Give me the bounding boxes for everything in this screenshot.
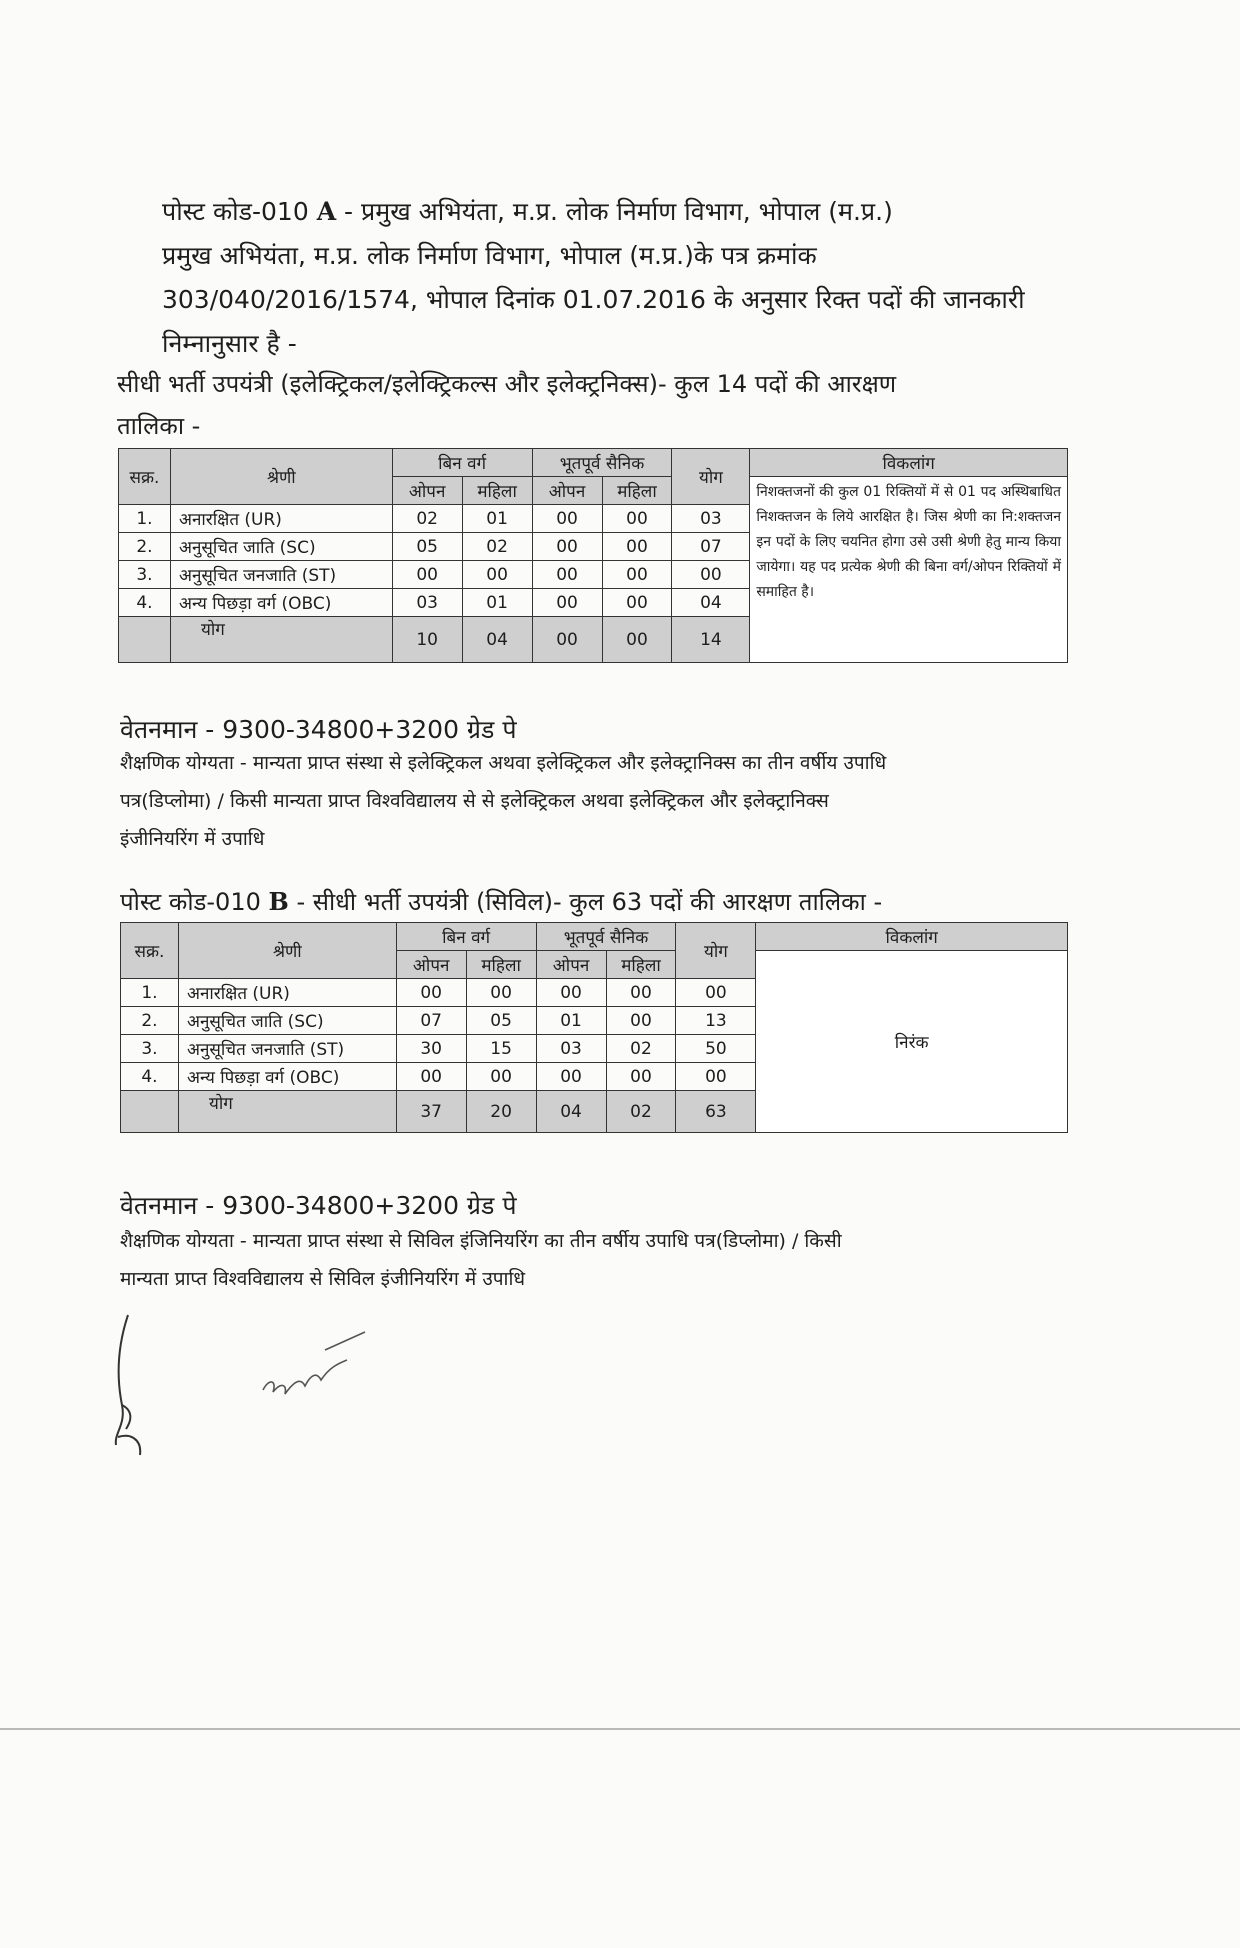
letter-line-1: प्रमुख अभियंता, म.प्र. लोक निर्माण विभाग, भोपाल (म.प्र.)के पत्र क्रमांक — [162, 241, 817, 270]
cell-total: 03 — [672, 505, 750, 533]
post-code-label: पोस्ट कोड-010 — [162, 197, 309, 226]
table-header-row — [119, 449, 1068, 477]
cell-category: अनारक्षित (UR) — [178, 979, 396, 1007]
cell-ex-mahila: 00 — [602, 589, 672, 617]
qualification-b-line-2: मान्यता प्राप्त विश्वविद्यालय से सिविल इंजीनियरिंग में उपाधि — [120, 1268, 526, 1290]
cell-total: 00 — [672, 561, 750, 589]
reservation-table-b — [120, 922, 1068, 1133]
cell-sno: 4. — [119, 589, 171, 617]
cell-bin-open: 00 — [396, 1063, 466, 1091]
cell-sno: 4. — [121, 1063, 179, 1091]
cell-total: 04 — [672, 589, 750, 617]
cell-bin-open: 00 — [392, 561, 462, 589]
cell-category: अनुसूचित जाति (SC) — [178, 1007, 396, 1035]
table-header-row — [121, 923, 1068, 951]
cell-ex-open: 00 — [536, 1063, 606, 1091]
cell-bin-mahila: 01 — [462, 589, 532, 617]
qualification-a-line-3: इंजीनियरिंग में उपाधि — [120, 828, 265, 850]
cell-ex-mahila: 00 — [602, 617, 672, 663]
cell-bin-mahila: 00 — [466, 1063, 536, 1091]
cell-ex-mahila: 00 — [606, 1063, 676, 1091]
qualification-a-line-2: पत्र(डिप्लोमा) / किसी मान्यता प्राप्त विश्वविद्यालय से से इलेक्ट्रिकल अथवा इलेक्ट्रिकल और इलेक्ट्रानिक्स — [120, 790, 829, 812]
post-code-separator: - — [288, 888, 313, 916]
header-ex-sainik: भूतपूर्व सैनिक — [536, 923, 676, 951]
viklang-nil: निरंक — [756, 951, 1068, 1133]
header-category: श्रेणी — [178, 923, 396, 979]
cell-sno: 1. — [119, 505, 171, 533]
cell-category: अनुसूचित जनजाति (ST) — [178, 1035, 396, 1063]
cell-blank — [121, 1091, 179, 1133]
cell-bin-open: 30 — [396, 1035, 466, 1063]
pay-scale-a: वेतनमान - 9300-34800+3200 ग्रेड पे — [120, 715, 517, 744]
page-edge-line — [0, 1728, 1240, 1730]
qualification-b-line-1: शैक्षणिक योग्यता - मान्यता प्राप्त संस्था से सिविल इंजिनियरिंग का तीन वर्षीय उपाधि पत्र(डिप्लोमा) / किसी — [120, 1230, 842, 1252]
cell-sno: 3. — [119, 561, 171, 589]
cell-total: 00 — [676, 1063, 756, 1091]
cell-category: अनुसूचित जनजाति (ST) — [170, 561, 392, 589]
header-sno: सक्र. — [119, 449, 171, 505]
header-bin-varg: बिन वर्ग — [396, 923, 536, 951]
post-code-letter: A — [316, 197, 337, 226]
section-a-title-line-1: सीधी भर्ती उपयंत्री (इलेक्ट्रिकल/इलेक्ट्रिकल्स और इलेक्ट्रनिक्स)- कुल 14 पदों की आरक्षण — [117, 370, 897, 398]
cell-ex-open: 00 — [532, 561, 602, 589]
section-a-heading — [162, 190, 1062, 234]
section-b-heading-text: सीधी भर्ती उपयंत्री (सिविल)- कुल 63 पदों की आरक्षण तालिका - — [312, 888, 883, 916]
cell-category: अन्य पिछड़ा वर्ग (OBC) — [170, 589, 392, 617]
handwritten-initials — [255, 1320, 375, 1410]
cell-bin-mahila: 05 — [466, 1007, 536, 1035]
header-open: ओपन — [536, 951, 606, 979]
cell-ex-mahila: 00 — [602, 533, 672, 561]
section-a-title-line-2: तालिका - — [117, 412, 201, 440]
cell-total-label: योग — [170, 617, 392, 663]
cell-bin-open: 02 — [392, 505, 462, 533]
cell-ex-mahila: 00 — [602, 505, 672, 533]
cell-ex-open: 04 — [536, 1091, 606, 1133]
header-yog: योग — [676, 923, 756, 979]
post-code-letter: B — [268, 887, 289, 916]
cell-bin-mahila: 00 — [462, 561, 532, 589]
header-open: ओपन — [392, 477, 462, 505]
cell-total: 50 — [676, 1035, 756, 1063]
cell-bin-open: 00 — [396, 979, 466, 1007]
header-mahila: महिला — [606, 951, 676, 979]
cell-blank — [119, 617, 171, 663]
section-b-heading — [120, 882, 1080, 922]
section-a-heading-text: प्रमुख अभियंता, म.प्र. लोक निर्माण विभाग, भोपाल (म.प्र.) — [361, 197, 893, 226]
cell-bin-open: 05 — [392, 533, 462, 561]
cell-ex-mahila: 00 — [606, 979, 676, 1007]
cell-category: अनारक्षित (UR) — [170, 505, 392, 533]
cell-total: 00 — [676, 979, 756, 1007]
cell-ex-mahila: 02 — [606, 1091, 676, 1133]
header-bin-varg: बिन वर्ग — [392, 449, 532, 477]
cell-total: 14 — [672, 617, 750, 663]
post-code-separator: - — [336, 197, 362, 226]
cell-sno: 3. — [121, 1035, 179, 1063]
reservation-table-a — [118, 448, 1068, 663]
header-open: ओपन — [532, 477, 602, 505]
cell-bin-mahila: 01 — [462, 505, 532, 533]
cell-total: 07 — [672, 533, 750, 561]
header-mahila: महिला — [466, 951, 536, 979]
viklang-note: निशक्तजनों की कुल 01 रिक्तियों में से 01 पद अस्थिबाधित निशक्तजन के लिये आरक्षित है। जिस श्रेणी का नि:शक्तजन इन पदों के लिए चयनित होगा उसे उसी श्रेणी हेतु मान्य किया जायेगा। यह पद प्रत्येक श्रेणी की बिना वर्ग/ओपन रिक्तियों में समाहित है। — [750, 477, 1068, 663]
cell-bin-open: 10 — [392, 617, 462, 663]
letter-line-3: निम्नानुसार है - — [162, 329, 297, 358]
pay-scale-b: वेतनमान - 9300-34800+3200 ग्रेड पे — [120, 1191, 517, 1220]
header-viklang: विकलांग — [750, 449, 1068, 477]
cell-bin-mahila: 02 — [462, 533, 532, 561]
header-open: ओपन — [396, 951, 466, 979]
cell-ex-open: 00 — [532, 617, 602, 663]
cell-ex-open: 03 — [536, 1035, 606, 1063]
cell-ex-mahila: 02 — [606, 1035, 676, 1063]
cell-category: अन्य पिछड़ा वर्ग (OBC) — [178, 1063, 396, 1091]
cell-ex-mahila: 00 — [606, 1007, 676, 1035]
post-code-label: पोस्ट कोड-010 — [120, 888, 261, 916]
header-mahila: महिला — [602, 477, 672, 505]
handwritten-signature — [100, 1305, 170, 1465]
qualification-a-line-1: शैक्षणिक योग्यता - मान्यता प्राप्त संस्था से इलेक्ट्रिकल अथवा इलेक्ट्रिकल और इलेक्ट्रानिक्स का तीन वर्षीय उपाधि — [120, 752, 887, 774]
cell-bin-open: 37 — [396, 1091, 466, 1133]
header-ex-sainik: भूतपूर्व सैनिक — [532, 449, 672, 477]
cell-ex-open: 00 — [532, 589, 602, 617]
cell-total-label: योग — [178, 1091, 396, 1133]
cell-bin-open: 03 — [392, 589, 462, 617]
cell-category: अनुसूचित जाति (SC) — [170, 533, 392, 561]
cell-sno: 1. — [121, 979, 179, 1007]
header-category: श्रेणी — [170, 449, 392, 505]
cell-total: 13 — [676, 1007, 756, 1035]
cell-ex-mahila: 00 — [602, 561, 672, 589]
header-mahila: महिला — [462, 477, 532, 505]
cell-sno: 2. — [121, 1007, 179, 1035]
header-yog: योग — [672, 449, 750, 505]
cell-sno: 2. — [119, 533, 171, 561]
cell-bin-mahila: 00 — [466, 979, 536, 1007]
header-sno: सक्र. — [121, 923, 179, 979]
letter-line-2: 303/040/2016/1574, भोपाल दिनांक 01.07.2016 के अनुसार रिक्त पदों की जानकारी — [162, 285, 1025, 314]
cell-ex-open: 00 — [536, 979, 606, 1007]
cell-ex-open: 00 — [532, 505, 602, 533]
cell-bin-mahila: 15 — [466, 1035, 536, 1063]
cell-bin-mahila: 04 — [462, 617, 532, 663]
cell-bin-mahila: 20 — [466, 1091, 536, 1133]
cell-bin-open: 07 — [396, 1007, 466, 1035]
cell-total: 63 — [676, 1091, 756, 1133]
header-viklang: विकलांग — [756, 923, 1068, 951]
cell-ex-open: 01 — [536, 1007, 606, 1035]
cell-ex-open: 00 — [532, 533, 602, 561]
